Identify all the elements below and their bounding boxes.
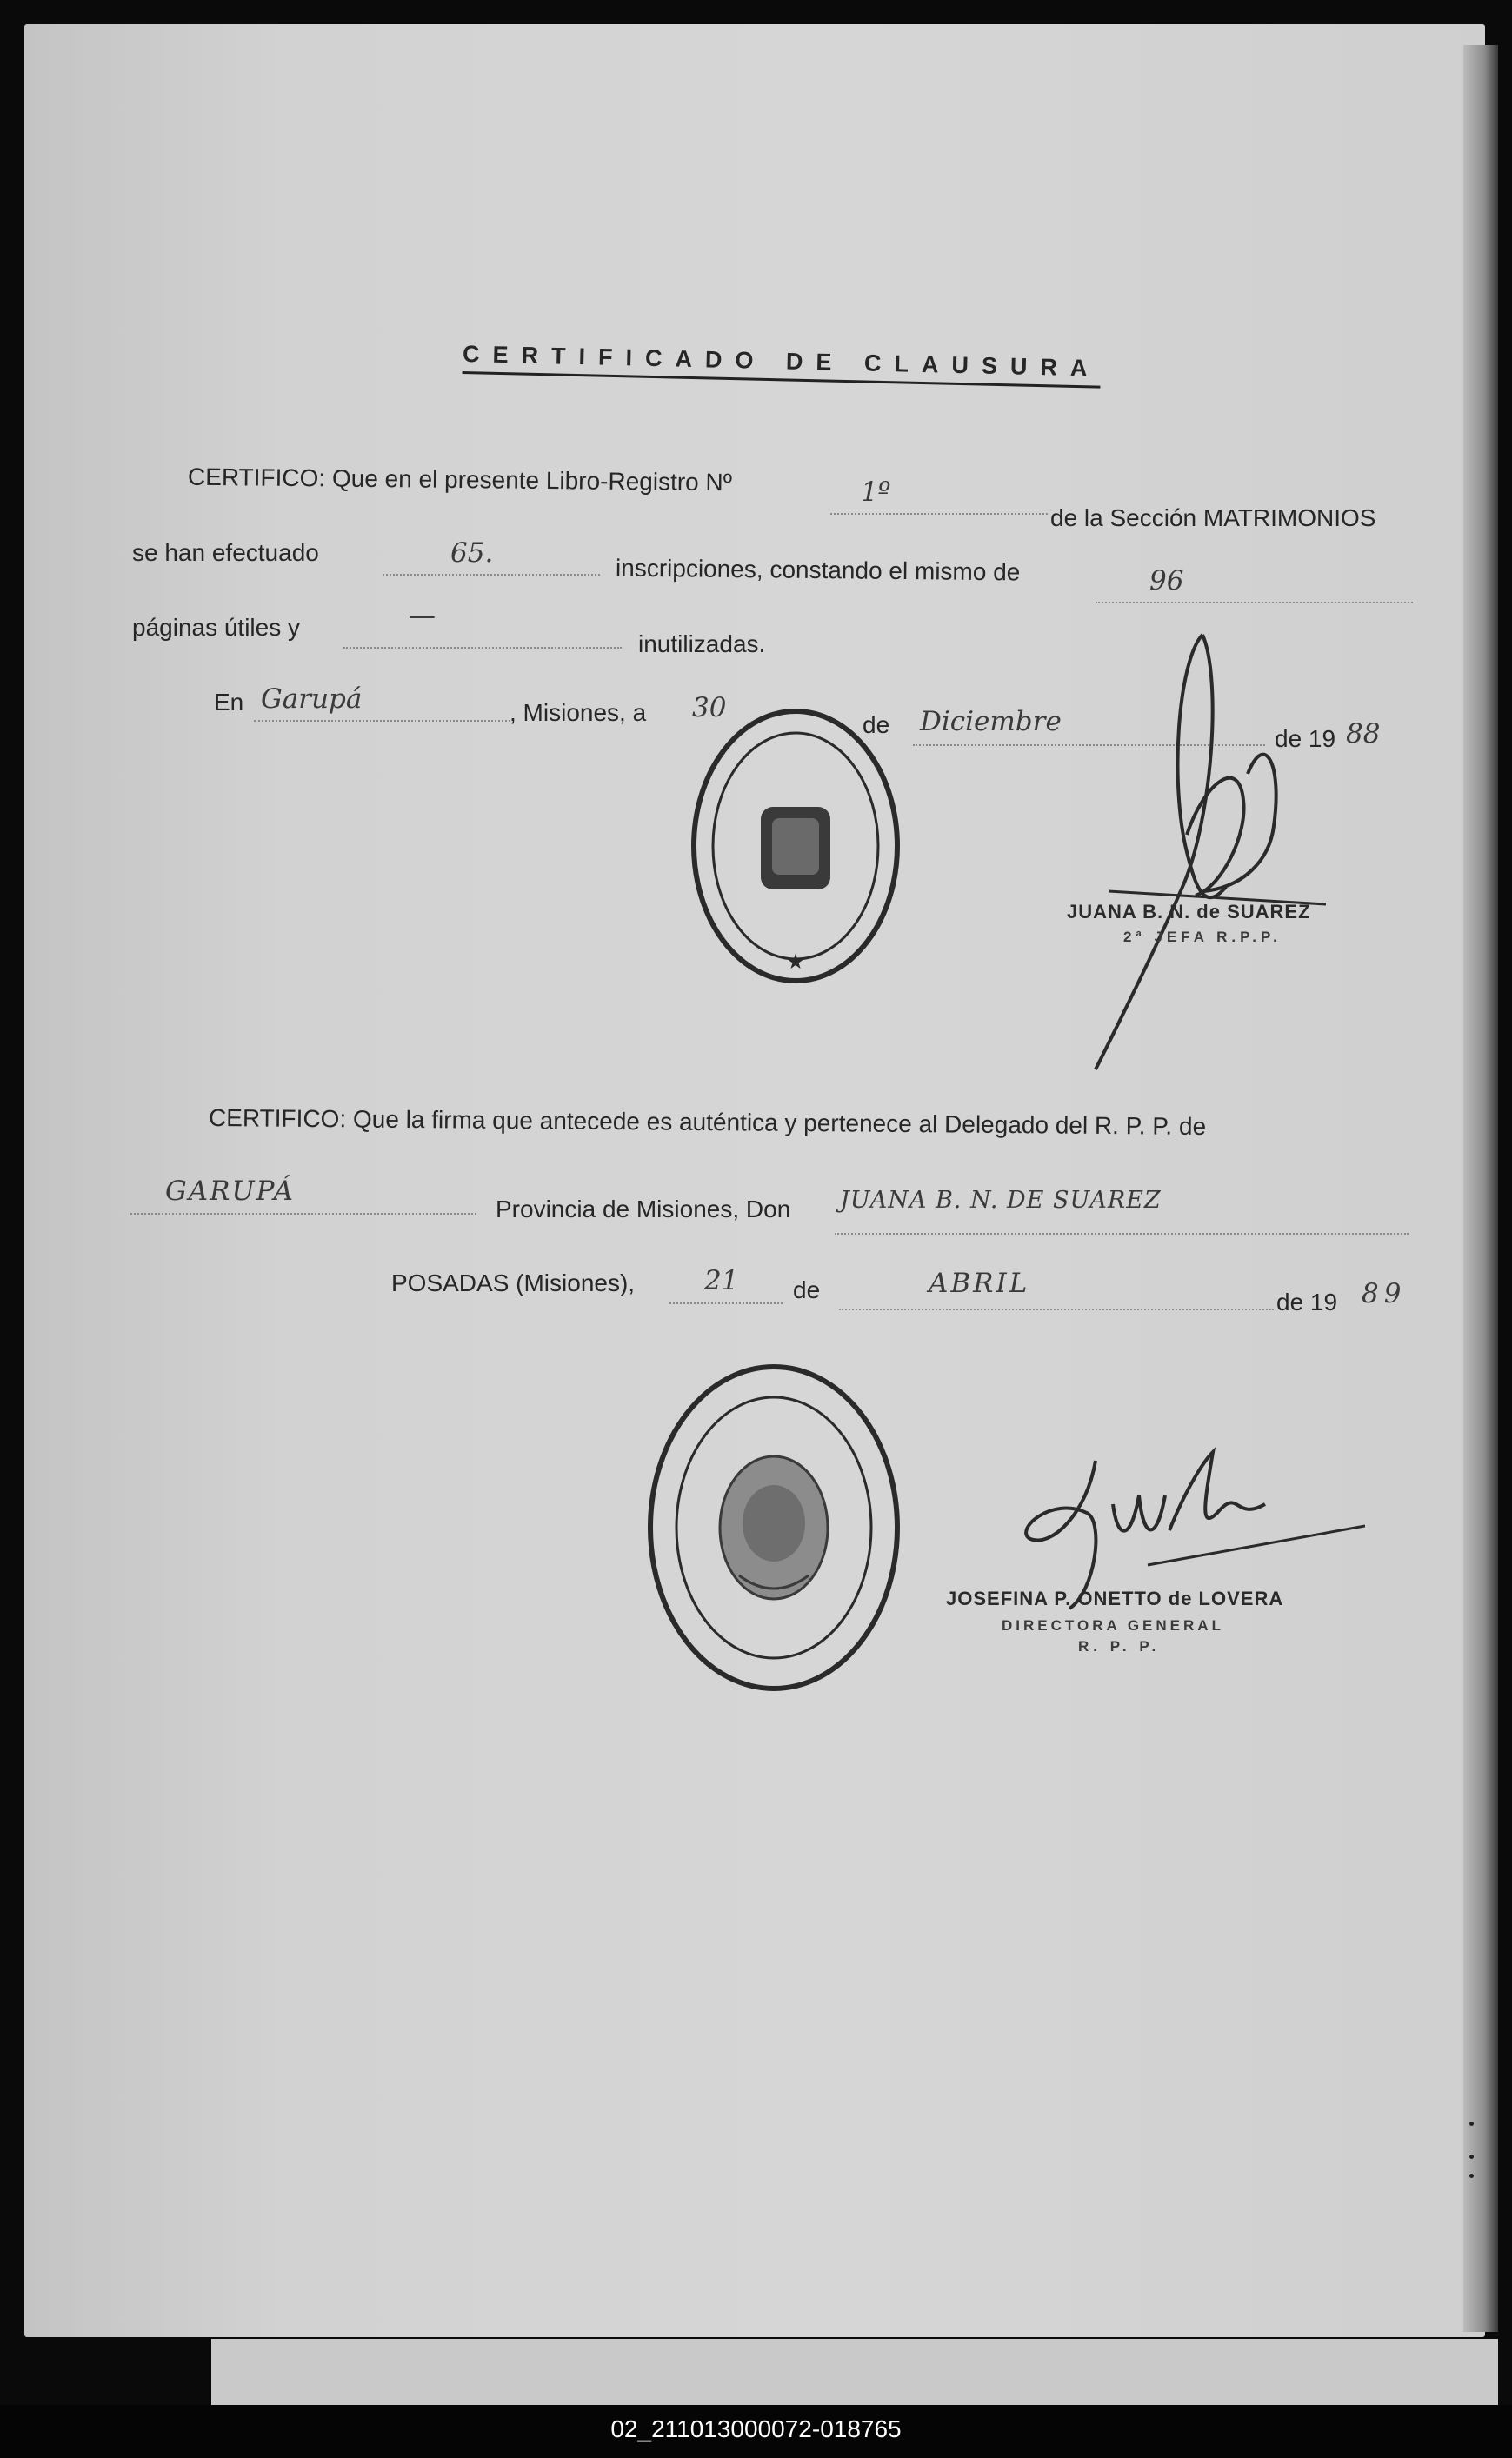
dotted-line xyxy=(830,513,1048,515)
mes-value: Diciembre xyxy=(920,706,1062,737)
libro-number: 1º xyxy=(861,476,891,508)
de-label: de xyxy=(863,711,890,738)
dotted-line xyxy=(130,1213,476,1215)
image-caption: 02_211013000072-018765 xyxy=(0,2405,1512,2458)
back-page-edge xyxy=(211,2339,1498,2405)
svg-text:★: ★ xyxy=(786,950,805,974)
spine-mark xyxy=(1469,2155,1474,2159)
anio-2-prefix: de 19 xyxy=(1276,1289,1338,1316)
inscripciones-count: 65. xyxy=(450,537,494,569)
certifico-paragraph-1: CERTIFICO: Que en el presente Libro-Registro Nº xyxy=(187,463,733,496)
signer-name-2: JOSEFINA P. ONETTO de LOVERA xyxy=(946,1588,1284,1609)
provincia-label: Provincia de Misiones, Don xyxy=(496,1196,791,1222)
signer-role-2: DIRECTORA GENERAL xyxy=(1002,1617,1224,1634)
official-seal-delegacion xyxy=(687,703,904,989)
anio-prefix: de 19 xyxy=(1275,725,1336,752)
paginas-label: páginas útiles y xyxy=(132,614,301,641)
inscripciones-label: inscripciones, constando el mismo de xyxy=(615,554,1021,586)
seccion-label: de la Sección MATRIMONIOS xyxy=(1050,504,1376,531)
posadas-label: POSADAS (Misiones), xyxy=(391,1269,636,1296)
signer-org-2: R. P. P. xyxy=(1078,1638,1161,1655)
efectuado-label: se han efectuado xyxy=(132,539,319,566)
mes-2-value: ABRIL xyxy=(929,1268,1030,1299)
page-title: CERTIFICADO DE CLAUSURA xyxy=(463,341,1101,389)
misiones-label: , Misiones, a xyxy=(510,699,647,726)
paginas-count: 96 xyxy=(1149,565,1184,596)
delegado-value: JUANA B. N. DE SUAREZ xyxy=(840,1187,1162,1214)
inutilizadas-count: — xyxy=(409,600,436,631)
en-label: En xyxy=(214,689,244,716)
signature-delegado xyxy=(1074,626,1335,1078)
lugar-value: Garupá xyxy=(261,683,363,715)
dotted-line xyxy=(383,574,600,576)
lugar-2-value: GARUPÁ xyxy=(165,1176,296,1207)
spine-mark xyxy=(1469,2122,1474,2126)
signer-name-1: JUANA B. N. de SUAREZ xyxy=(1067,901,1311,923)
inutilizadas-label: inutilizadas. xyxy=(638,630,766,657)
spine-mark xyxy=(1469,2174,1474,2178)
official-seal-direccion xyxy=(643,1358,904,1697)
book-spine xyxy=(1463,45,1498,2332)
dia-value: 30 xyxy=(692,692,727,723)
dotted-line xyxy=(254,720,510,722)
dotted-line xyxy=(1096,602,1413,603)
de-2-label: de xyxy=(793,1276,821,1303)
dia-2-value: 21 xyxy=(704,1265,739,1296)
anio-2-value: 89 xyxy=(1362,1278,1407,1309)
signer-role-1: 2ª JEFA R.P.P. xyxy=(1123,929,1282,945)
dotted-line xyxy=(835,1233,1409,1235)
dotted-line xyxy=(343,647,622,649)
dotted-line xyxy=(839,1309,1274,1310)
dotted-line xyxy=(669,1302,783,1304)
certifico-paragraph-2: CERTIFICO: Que la firma que antecede es auténtica y pertenece al Delegado del R. P. P. de xyxy=(208,1103,1207,1141)
anio-value: 88 xyxy=(1346,718,1381,749)
